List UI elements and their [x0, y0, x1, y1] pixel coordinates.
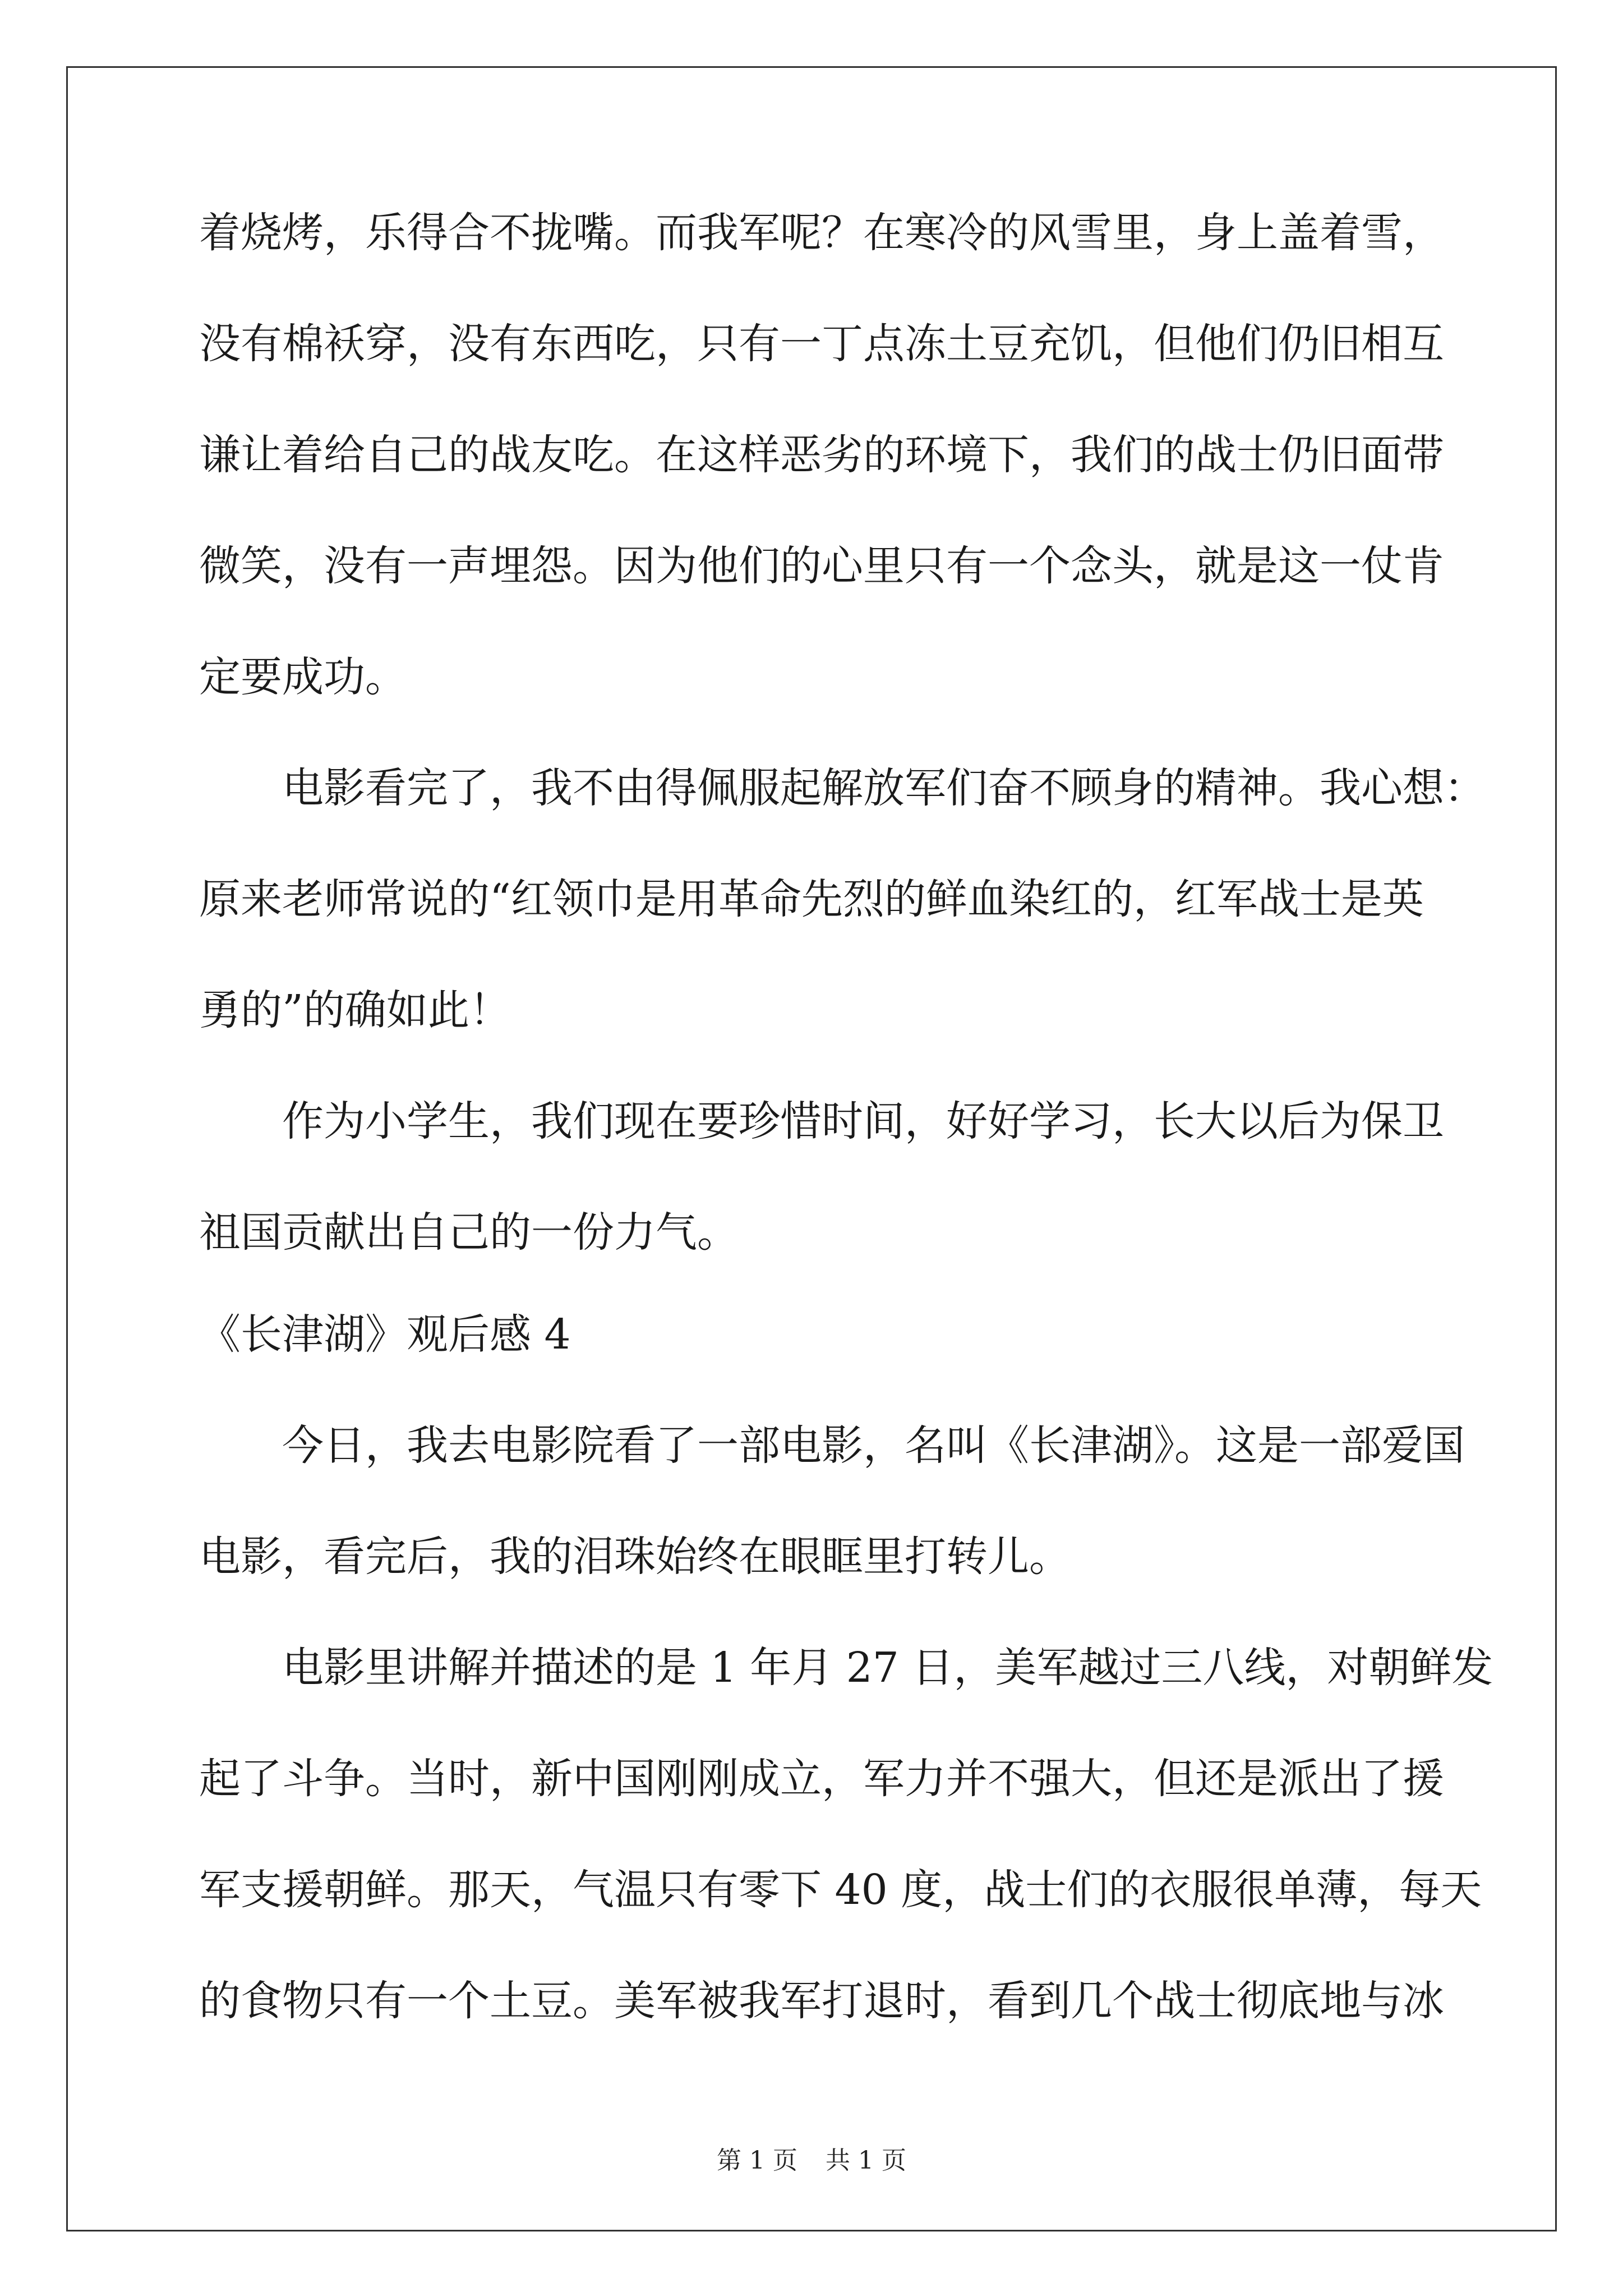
paragraph-start-line: 电影看完了，我不由得佩服起解放军们奋不顾身的精神。我心想： — [282, 764, 1486, 812]
text-line: 军支援朝鲜。那天，气温只有零下 40 度，战士们的衣服很单薄，每天 — [199, 1866, 1482, 1914]
text-line: 祖国贡献出自己的一份力气。 — [199, 1208, 739, 1257]
text-line: 谦让着给自己的战友吃。在这样恶劣的环境下，我们的战士仍旧面带 — [199, 431, 1444, 479]
page-number: 第 1 页 — [717, 2146, 797, 2175]
text-line: 没有棉袄穿，没有东西吃，只有一丁点冻土豆充饥，但他们仍旧相互 — [199, 320, 1444, 368]
text-line: 勇的”的确如此！ — [199, 986, 511, 1034]
section-heading: 《长津湖》观后感 4 — [199, 1310, 571, 1359]
paragraph-start-line: 作为小学生，我们现在要珍惜时间，好好学习，长大以后为保卫 — [282, 1097, 1444, 1145]
text-line: 电影，看完后，我的泪珠始终在眼眶里打转儿。 — [199, 1533, 1071, 1581]
text-line: 微笑，没有一声埋怨。因为他们的心里只有一个念头，就是这一仗肯 — [199, 542, 1444, 590]
page-total: 共 1 页 — [826, 2146, 906, 2175]
paragraph-start-line: 今日，我去电影院看了一部电影，名叫《长津湖》。这是一部爱国 — [282, 1421, 1465, 1470]
text-line: 的食物只有一个土豆。美军被我军打退时，看到几个战士彻底地与冰 — [199, 1977, 1444, 2025]
page-footer — [0, 2140, 1623, 2176]
paragraph-start-line: 电影里讲解并描述的是 1 年月 27 日，美军越过三八线，对朝鲜发 — [282, 1644, 1493, 1692]
text-line: 原来老师常说的“红领巾是用革命先烈的鲜血染红的，红军战士是英 — [199, 875, 1424, 923]
text-line: 起了斗争。当时，新中国刚刚成立，军力并不强大，但还是派出了援 — [199, 1755, 1444, 1803]
text-line: 定要成功。 — [199, 653, 407, 701]
text-line: 着烧烤，乐得合不拢嘴。而我军呢？在寒冷的风雪里，身上盖着雪， — [199, 209, 1444, 257]
